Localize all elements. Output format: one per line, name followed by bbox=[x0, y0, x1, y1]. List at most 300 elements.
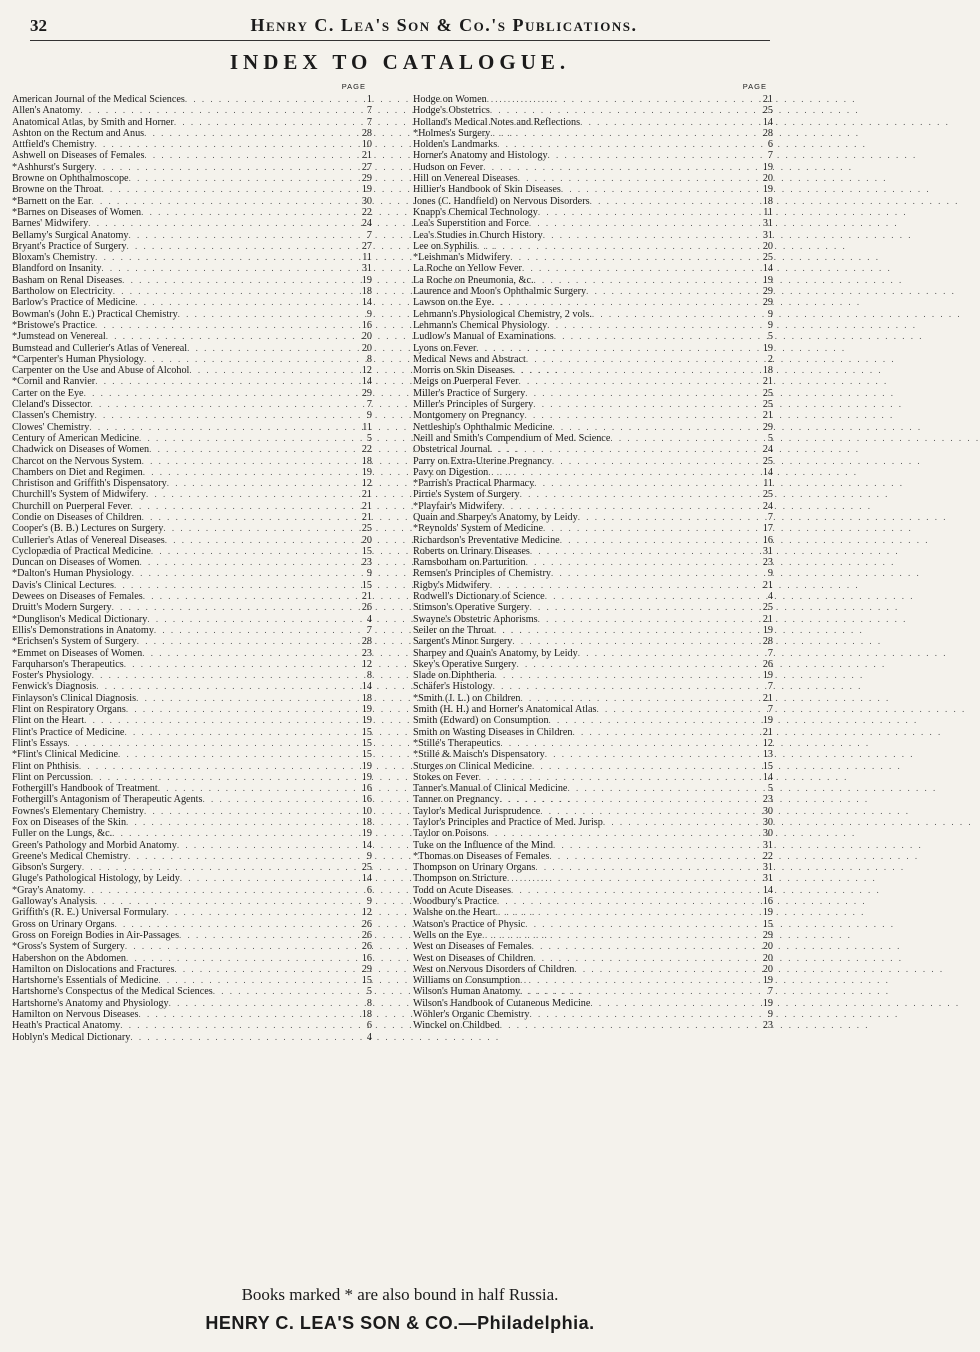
entry-title: Flint's Essays bbox=[12, 737, 68, 749]
entry-page: 15 bbox=[361, 579, 372, 591]
index-entry bbox=[12, 128, 372, 139]
leader-dots bbox=[80, 105, 350, 116]
entry-title: Chadwick on Diseases of Women bbox=[12, 444, 150, 456]
index-entry bbox=[12, 478, 372, 489]
entry-title: Obstetrical Journal bbox=[413, 444, 491, 456]
index-entry bbox=[413, 376, 773, 387]
leader-dots bbox=[479, 772, 751, 783]
entry-page: 9 bbox=[767, 1009, 773, 1021]
entry-title: Griffith's (R. E.) Universal Formulary bbox=[12, 907, 167, 919]
entry-title: Schäfer's Histology bbox=[413, 681, 493, 693]
entry-page: 2 bbox=[767, 353, 773, 365]
entry-title: Miller's Practice of Surgery bbox=[413, 387, 526, 399]
entry-page: 23 bbox=[762, 794, 773, 806]
entry-title: Hodge's Obstetrics bbox=[413, 105, 490, 117]
leader-dots bbox=[494, 625, 751, 636]
index-entry bbox=[413, 354, 773, 365]
entry-page: 19 bbox=[762, 624, 773, 636]
index-entry bbox=[12, 817, 372, 828]
index-entry bbox=[413, 365, 773, 376]
entry-page: 24 bbox=[361, 218, 372, 230]
entry-title: Bowman's (John E.) Practical Chemistry bbox=[12, 308, 178, 320]
leader-dots bbox=[525, 388, 751, 399]
entry-title: Wilson's Human Anatomy bbox=[413, 986, 521, 998]
index-entry bbox=[12, 444, 372, 455]
entry-title: Tuke on the Influence of the Mind bbox=[413, 839, 553, 851]
entry-title: Sargent's Minor Surgery bbox=[413, 636, 513, 648]
entry-page: 8 bbox=[366, 353, 372, 365]
entry-page: 23 bbox=[361, 557, 372, 569]
entry-page: 19 bbox=[762, 715, 773, 727]
entry-page: 21 bbox=[361, 150, 372, 162]
entry-title: *Gray's Anatomy bbox=[12, 884, 84, 896]
entry-title: *Emmet on Diseases of Women bbox=[12, 647, 143, 659]
entry-page: 19 bbox=[762, 670, 773, 682]
entry-page: 9 bbox=[366, 850, 372, 862]
leader-dots bbox=[91, 772, 350, 783]
leader-dots bbox=[127, 241, 350, 252]
leader-dots bbox=[545, 749, 751, 760]
index-entry bbox=[12, 331, 372, 342]
entry-page: 8 bbox=[366, 997, 372, 1009]
index-entry bbox=[12, 354, 372, 365]
entry-title: Fox on Diseases of the Skin bbox=[12, 817, 127, 828]
index-entry bbox=[413, 388, 773, 399]
index-entry bbox=[413, 117, 773, 128]
leader-dots bbox=[126, 953, 350, 964]
index-entry bbox=[413, 715, 773, 726]
index-entry bbox=[413, 625, 773, 636]
entry-page: 16 bbox=[361, 319, 372, 331]
index-entry bbox=[12, 399, 372, 410]
index-entry bbox=[413, 331, 773, 342]
entry-title: Bryant's Practice of Surgery bbox=[12, 240, 127, 252]
leader-dots bbox=[120, 1020, 350, 1031]
leader-dots bbox=[144, 806, 350, 817]
index-entry bbox=[413, 941, 773, 952]
entry-page: 5 bbox=[767, 783, 773, 795]
entry-page: 12 bbox=[361, 907, 372, 919]
entry-page: 15 bbox=[361, 749, 372, 761]
leader-dots bbox=[586, 286, 751, 297]
index-entry bbox=[413, 885, 773, 896]
entry-title: Montgomery on Pregnancy bbox=[413, 410, 525, 422]
entry-title: Rigby's Midwifery bbox=[413, 579, 490, 591]
entry-title: West on Nervous Disorders of Children bbox=[413, 963, 575, 975]
leader-dots bbox=[525, 919, 751, 930]
index-entry bbox=[12, 806, 372, 817]
leader-dots bbox=[494, 670, 751, 681]
leader-dots bbox=[137, 636, 350, 647]
leader-dots bbox=[543, 523, 751, 534]
index-entry bbox=[413, 964, 773, 975]
entry-page: 25 bbox=[762, 105, 773, 117]
entry-title: Lehmann's Chemical Physiology bbox=[413, 319, 548, 331]
entry-title: Classen's Chemistry bbox=[12, 410, 95, 422]
entry-title: Remsen's Principles of Chemistry bbox=[413, 568, 551, 580]
entry-title: Stimson's Operative Surgery bbox=[413, 602, 530, 614]
leader-dots bbox=[92, 196, 351, 207]
entry-title: Rodwell's Dictionary of Science bbox=[413, 591, 545, 603]
entry-title: Cooper's (B. B.) Lectures on Surgery bbox=[12, 523, 164, 535]
entry-page: 19 bbox=[361, 771, 372, 783]
entry-title: Woodbury's Practice bbox=[413, 896, 497, 908]
entry-page: 15 bbox=[361, 975, 372, 987]
entry-page: 25 bbox=[762, 399, 773, 411]
entry-title: Wilson's Handbook of Cutaneous Medicine bbox=[413, 997, 591, 1009]
entry-page: 21 bbox=[361, 591, 372, 603]
entry-page: 20 bbox=[762, 240, 773, 252]
entry-page: 9 bbox=[767, 568, 773, 580]
entry-title: Stokes on Fever bbox=[413, 771, 479, 783]
index-entry bbox=[413, 907, 773, 918]
entry-title: *Barnett on the Ear bbox=[12, 195, 92, 207]
entry-title: Galloway's Analysis bbox=[12, 896, 96, 908]
leader-dots bbox=[590, 196, 751, 207]
leader-dots bbox=[500, 1020, 751, 1031]
leader-dots bbox=[144, 128, 350, 139]
entry-page: 31 bbox=[762, 218, 773, 230]
leader-dots bbox=[187, 343, 350, 354]
leader-dots bbox=[548, 150, 751, 161]
leader-dots bbox=[169, 998, 350, 1009]
entry-page: 25 bbox=[762, 455, 773, 467]
leader-dots bbox=[526, 557, 751, 568]
leader-dots bbox=[144, 354, 350, 365]
index-entry bbox=[12, 670, 372, 681]
index-entry bbox=[413, 139, 773, 150]
entry-page: 18 bbox=[361, 817, 372, 828]
entry-title: Charcot on the Nervous System bbox=[12, 455, 142, 467]
leader-dots bbox=[126, 704, 350, 715]
entry-page: 31 bbox=[361, 263, 372, 275]
entry-title: West on Diseases of Females bbox=[413, 941, 532, 953]
entry-page: 19 bbox=[361, 715, 372, 727]
index-entry bbox=[12, 1020, 372, 1031]
leader-dots bbox=[490, 580, 751, 591]
leader-dots bbox=[125, 941, 350, 952]
leader-dots bbox=[101, 263, 350, 274]
entry-page: 19 bbox=[361, 274, 372, 286]
leader-dots bbox=[524, 410, 751, 421]
entry-title: Richardson's Preventative Medicine bbox=[413, 534, 560, 546]
entry-title: Lehmann's Physiological Chemistry, 2 vols. bbox=[413, 308, 592, 320]
index-entry bbox=[12, 117, 372, 128]
entry-page: 4 bbox=[366, 613, 372, 625]
leader-dots bbox=[519, 376, 751, 387]
index-entry bbox=[12, 580, 372, 591]
index-entry bbox=[12, 964, 372, 975]
index-entry bbox=[413, 501, 773, 512]
index-entry bbox=[12, 704, 372, 715]
index-entry bbox=[12, 150, 372, 161]
index-entry bbox=[12, 433, 372, 444]
entry-title: Lawson on the Eye bbox=[413, 297, 492, 309]
entry-page: 28 bbox=[762, 636, 773, 648]
entry-title: Fothergill's Handbook of Treatment bbox=[12, 783, 158, 795]
entry-title: Ludlow's Manual of Examinations bbox=[413, 331, 554, 343]
leader-dots bbox=[83, 885, 350, 896]
leader-dots bbox=[551, 568, 751, 579]
leader-dots bbox=[547, 320, 751, 331]
entry-title: Wells on the Eye bbox=[413, 929, 483, 941]
index-entry bbox=[12, 907, 372, 918]
entry-page: 10 bbox=[361, 139, 372, 151]
entry-title: Taylor on Poisons bbox=[413, 828, 487, 840]
entry-page: 22 bbox=[762, 850, 773, 862]
entry-title: Nettleship's Ophthalmic Medicine bbox=[413, 421, 553, 433]
entry-title: Hamilton on Dislocations and Fractures bbox=[12, 963, 175, 975]
index-entry bbox=[413, 218, 773, 229]
index-entry bbox=[413, 873, 773, 884]
leader-dots bbox=[135, 297, 350, 308]
index-entry bbox=[413, 591, 773, 602]
index-entry bbox=[12, 512, 372, 523]
entry-title: *Leishman's Midwifery bbox=[413, 252, 511, 264]
entry-list-left bbox=[12, 94, 372, 1043]
index-entry bbox=[413, 636, 773, 647]
index-entry bbox=[413, 761, 773, 772]
leader-dots bbox=[572, 727, 751, 738]
entry-title: Cullerier's Atlas of Venereal Diseases bbox=[12, 534, 165, 546]
index-entry bbox=[413, 422, 773, 433]
index-entry bbox=[413, 602, 773, 613]
entry-page: 4 bbox=[366, 1031, 372, 1043]
leader-dots bbox=[530, 546, 751, 557]
index-entry bbox=[413, 817, 773, 828]
entry-title: Tanner on Pregnancy bbox=[413, 794, 500, 806]
entry-page: 11 bbox=[763, 478, 773, 490]
page-column-heading: PAGE bbox=[341, 82, 366, 91]
index-entry bbox=[413, 286, 773, 297]
index-entry bbox=[12, 546, 372, 557]
leader-dots bbox=[534, 275, 751, 286]
leader-dots bbox=[567, 783, 751, 794]
leader-dots bbox=[596, 704, 751, 715]
entry-title: *Parrish's Practical Pharmacy bbox=[413, 478, 535, 490]
index-entry bbox=[413, 794, 773, 805]
entry-title: Holland's Medical Notes and Reflections bbox=[413, 116, 581, 128]
entry-title: *Jumstead on Venereal bbox=[12, 331, 106, 343]
leader-dots bbox=[549, 851, 751, 862]
entry-page: 14 bbox=[361, 873, 372, 885]
index-entry bbox=[12, 794, 372, 805]
entry-page: 27 bbox=[361, 240, 372, 252]
entry-title: Smith on Wasting Diseases in Children bbox=[413, 726, 573, 738]
index-entry bbox=[12, 139, 372, 150]
entry-page: 24 bbox=[762, 500, 773, 512]
entry-title: Laurence and Moon's Ophthalmic Surgery bbox=[413, 286, 587, 298]
index-entry bbox=[12, 715, 372, 726]
entry-title: Flint on Phthisis bbox=[12, 760, 79, 772]
leader-dots bbox=[158, 783, 350, 794]
entry-title: *Stillé & Maisch's Dispensatory bbox=[413, 749, 545, 761]
entry-page: 16 bbox=[361, 794, 372, 806]
leader-dots bbox=[490, 444, 751, 455]
leader-dots bbox=[538, 614, 751, 625]
entry-page: 22 bbox=[361, 206, 372, 218]
index-entry bbox=[413, 207, 773, 218]
entry-title: Century of American Medicine bbox=[12, 432, 140, 444]
entry-page: 19 bbox=[361, 466, 372, 478]
leader-dots bbox=[603, 817, 751, 828]
leader-dots bbox=[520, 489, 751, 500]
entry-title: Ashton on the Rectum and Anus bbox=[12, 127, 145, 139]
leader-dots bbox=[82, 862, 350, 873]
leader-dots bbox=[483, 162, 751, 173]
entry-page: 22 bbox=[361, 444, 372, 456]
leader-dots bbox=[578, 648, 751, 659]
entry-page: 20 bbox=[361, 342, 372, 354]
index-entry bbox=[413, 105, 773, 116]
entry-title: Carter on the Eye bbox=[12, 387, 84, 399]
entry-title: Sharpey and Quain's Anatomy, by Leidy bbox=[413, 647, 578, 659]
leader-dots bbox=[154, 625, 350, 636]
index-entry bbox=[12, 885, 372, 896]
entry-title: Walshe on the Heart bbox=[413, 907, 496, 919]
entry-title: *Barnes on Diseases of Women bbox=[12, 206, 142, 218]
entry-title: *Bristowe's Practice bbox=[12, 319, 96, 331]
index-entry bbox=[12, 94, 372, 105]
entry-page: 18 bbox=[361, 1009, 372, 1021]
entry-title: Skey's Operative Surgery bbox=[413, 658, 517, 670]
entry-page: 14 bbox=[762, 116, 773, 128]
entry-title: Bloxam's Chemistry bbox=[12, 252, 96, 264]
index-entry bbox=[413, 783, 773, 794]
entry-list-right bbox=[413, 94, 773, 1032]
entry-title: Todd on Acute Diseases bbox=[413, 884, 512, 896]
index-entry bbox=[12, 263, 372, 274]
index-entry bbox=[12, 986, 372, 997]
entry-page: 19 bbox=[762, 342, 773, 354]
leader-dots bbox=[202, 794, 350, 805]
entry-page: 19 bbox=[361, 828, 372, 840]
entry-title: Bartholow on Electricity bbox=[12, 286, 113, 298]
leader-dots bbox=[521, 693, 751, 704]
index-entry bbox=[413, 512, 773, 523]
index-entry bbox=[413, 704, 773, 715]
entry-page: 7 bbox=[767, 986, 773, 998]
leader-dots bbox=[95, 252, 350, 263]
entry-page: 29 bbox=[361, 173, 372, 185]
leader-dots bbox=[139, 433, 350, 444]
index-entry bbox=[413, 275, 773, 286]
entry-title: Hartshorne's Essentials of Medicine bbox=[12, 975, 159, 987]
index-entry bbox=[413, 399, 773, 410]
index-entry bbox=[12, 230, 372, 241]
entry-page: 26 bbox=[762, 658, 773, 670]
running-head bbox=[30, 14, 770, 41]
index-column-right bbox=[413, 82, 773, 1032]
leader-dots bbox=[500, 738, 751, 749]
entry-title: Miller's Principles of Surgery bbox=[413, 399, 534, 411]
entry-page: 16 bbox=[762, 534, 773, 546]
leader-dots bbox=[512, 636, 751, 647]
entry-page: 20 bbox=[762, 963, 773, 975]
entry-page: 19 bbox=[762, 997, 773, 1009]
leader-dots bbox=[533, 953, 751, 964]
entry-title: Gibson's Surgery bbox=[12, 862, 82, 874]
index-entry bbox=[12, 783, 372, 794]
entry-title: Lea's Superstition and Force bbox=[413, 218, 529, 230]
entry-page: 20 bbox=[361, 534, 372, 546]
entry-page: 29 bbox=[762, 421, 773, 433]
entry-page: 16 bbox=[361, 783, 372, 795]
leader-dots bbox=[106, 331, 350, 342]
entry-title: Chambers on Diet and Regimen bbox=[12, 466, 143, 478]
leader-dots bbox=[520, 986, 751, 997]
leader-dots bbox=[545, 591, 751, 602]
index-entry bbox=[413, 772, 773, 783]
leader-dots bbox=[67, 738, 350, 749]
entry-page: 14 bbox=[361, 376, 372, 388]
leader-dots bbox=[96, 681, 350, 692]
entry-page: 7 bbox=[767, 150, 773, 162]
entry-page: 18 bbox=[762, 195, 773, 207]
leader-dots bbox=[128, 851, 350, 862]
entry-page: 14 bbox=[762, 466, 773, 478]
leader-dots bbox=[178, 309, 350, 320]
entry-page: 19 bbox=[762, 907, 773, 919]
leader-dots bbox=[185, 94, 350, 105]
index-entry bbox=[12, 636, 372, 647]
entry-title: Thompson on Urinary Organs bbox=[413, 862, 536, 874]
entry-title: Flint's Practice of Medicine bbox=[12, 726, 125, 738]
entry-page: 9 bbox=[366, 568, 372, 580]
entry-title: Smith (Edward) on Consumption bbox=[413, 715, 549, 727]
index-entry bbox=[413, 297, 773, 308]
entry-title: Flint on Percussion bbox=[12, 771, 91, 783]
entry-page: 29 bbox=[361, 963, 372, 975]
entry-page: 31 bbox=[762, 873, 773, 885]
index-entry bbox=[413, 173, 773, 184]
entry-title: Flint on the Heart bbox=[12, 715, 85, 727]
entry-page: 21 bbox=[762, 613, 773, 625]
entry-page: 19 bbox=[762, 274, 773, 286]
leader-dots bbox=[91, 399, 350, 410]
index-entry bbox=[12, 343, 372, 354]
entry-page: 8 bbox=[366, 670, 372, 682]
leader-dots bbox=[129, 230, 350, 241]
index-entry bbox=[12, 365, 372, 376]
leader-dots bbox=[114, 580, 350, 591]
entry-page: 7 bbox=[366, 229, 372, 241]
index-entry bbox=[413, 489, 773, 500]
entry-title: Duncan on Diseases of Women bbox=[12, 557, 140, 569]
leader-dots bbox=[149, 444, 350, 455]
entry-page: 10 bbox=[361, 805, 372, 817]
index-entry bbox=[12, 1032, 372, 1043]
entry-page: 5 bbox=[366, 986, 372, 998]
index-column-left bbox=[12, 82, 372, 1043]
leader-dots bbox=[112, 602, 350, 613]
index-entry bbox=[413, 557, 773, 568]
entry-page: 31 bbox=[762, 862, 773, 874]
entry-title: Finlayson's Clinical Diagnosis bbox=[12, 692, 137, 704]
leader-dots bbox=[79, 761, 350, 772]
entry-page: 21 bbox=[762, 410, 773, 422]
index-entry bbox=[12, 862, 372, 873]
index-entry bbox=[12, 489, 372, 500]
entry-title: Jones (C. Handfield) on Nervous Disorders bbox=[413, 195, 590, 207]
index-entry bbox=[12, 523, 372, 534]
leader-dots bbox=[488, 467, 751, 478]
leader-dots bbox=[538, 207, 751, 218]
entry-page: 26 bbox=[361, 602, 372, 614]
entry-page: 29 bbox=[762, 286, 773, 298]
index-entry bbox=[413, 681, 773, 692]
entry-title: Hudson on Fever bbox=[413, 161, 484, 173]
